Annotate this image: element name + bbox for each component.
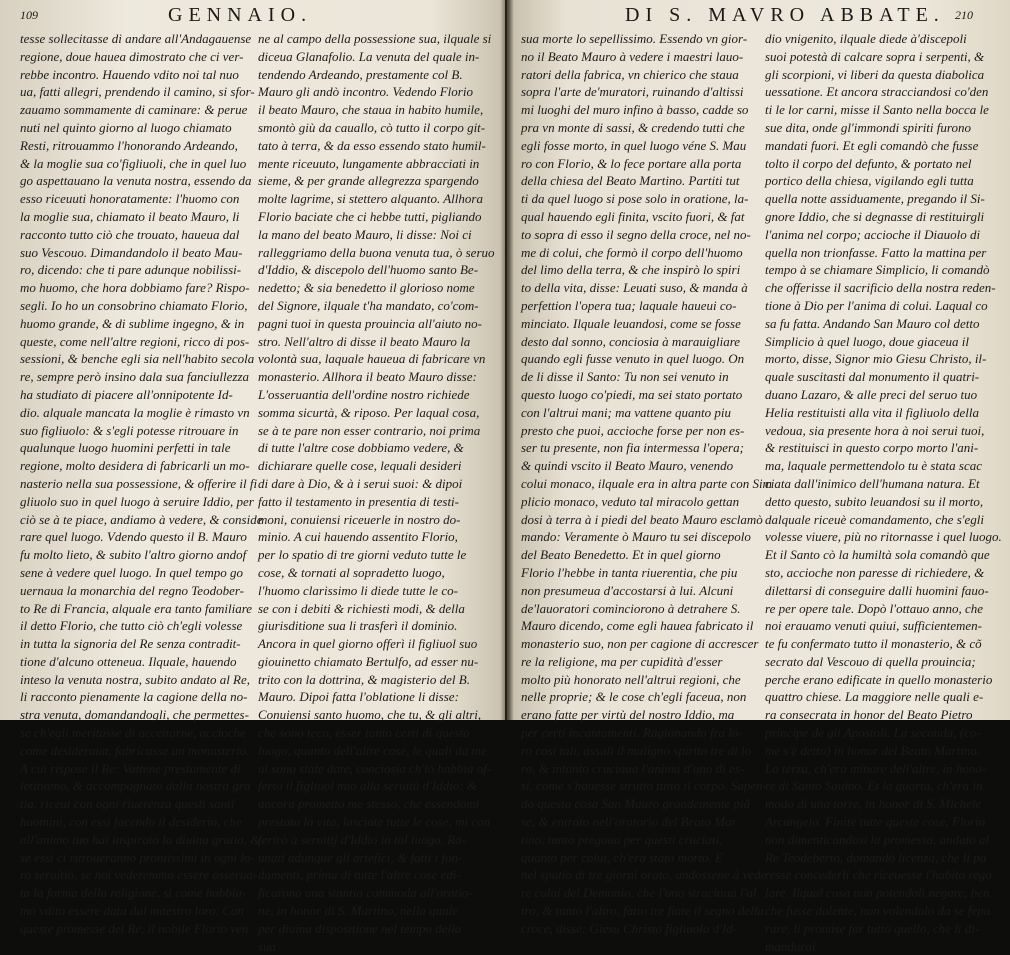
text-line: ta la forma della religione, sì come habbia- bbox=[20, 885, 247, 901]
text-line: la moglie sua, chiamato il beato Mauro, li bbox=[20, 208, 240, 224]
text-line: esso riceuuti honoratamente: l'huomo con bbox=[20, 191, 240, 207]
text-line: secrato dal Vescouo di quella prouincia; bbox=[765, 653, 976, 669]
text-line: nuti nel quinto giorno al luogo chiamato bbox=[20, 119, 232, 135]
text-line: all'animo tuo hai inspirato la diuina gratia, & bbox=[20, 831, 261, 847]
text-line: ro, dicendo: che ti pare adunque nobilissi- bbox=[20, 262, 242, 278]
text-line: ferto il figliuol mio alla seruitù d'Iddio: & bbox=[258, 778, 478, 794]
text-line: mente riceuuto, lungamente abbracciati in bbox=[258, 155, 480, 171]
text-line: dosi à terra à i piedi del beato Mauro esclamò bbox=[521, 511, 763, 527]
text-line: se, & entrato nell'oratorio del Beato Mar bbox=[521, 814, 737, 830]
text-line: re, sempre però insino dala sua fanciullezza bbox=[20, 369, 250, 385]
text-line: Florio baciate che ci hebbe tutti, pigliando bbox=[258, 208, 482, 224]
text-line: prestata la vita, lasciate tutte le cose, mi con bbox=[258, 814, 491, 830]
text-line: come desideraua, fabricasse un monasterio. bbox=[20, 742, 250, 758]
text-line: per diuina dispositione nel tempo della bbox=[258, 920, 462, 936]
text-line: volontà sua, laquale haueua di fabricare vn bbox=[258, 351, 486, 367]
right-page-number: 210 bbox=[955, 8, 973, 22]
text-line: ancora prometto me stesso, che essendomi bbox=[258, 796, 480, 812]
text-line: desto dal sonno, conciosia à marauigliare bbox=[521, 333, 741, 349]
text-line: tato à terra, & da esso essendo stato humil- bbox=[258, 137, 486, 153]
text-line: queste promesse del Re, il nobile Florio ven bbox=[20, 920, 249, 936]
right-running-header: DI S. MAVRO ABBATE. bbox=[625, 4, 945, 26]
text-line: ciata dall'inimico dell'humana natura. Et bbox=[765, 475, 980, 491]
text-line: Simplicio à quel luogo, doue giaceua il bbox=[765, 333, 969, 349]
text-line: vedoua, sia presente hora à noi serui tuoi, bbox=[765, 422, 985, 438]
text-line: Helia restituisti alla vita il figliuolo della bbox=[765, 404, 980, 420]
text-line: perfettion l'opera tua; laquale haueui co- bbox=[521, 297, 737, 313]
text-line: quattro chiese. La maggiore nelle quali e- bbox=[765, 689, 984, 705]
text-line: dalquale riceuè comandamento, che s'egli bbox=[765, 511, 985, 527]
text-line: fu molto lieto, & subito l'altro giorno andof bbox=[20, 547, 247, 563]
text-line: plicio monaco, veduto tal miracolo gettan bbox=[521, 493, 740, 509]
text-line: tesse sollecitasse di andare all'Andagauense bbox=[20, 31, 252, 46]
text-line: ciò se à te piace, andiamo à vedere, & conside bbox=[20, 511, 263, 527]
text-line: zauamo sommamente di caminare: & perue bbox=[20, 102, 248, 118]
left-page-number: 109 bbox=[20, 8, 38, 22]
text-line: egli fosse morto, in quel luogo véne S. Mau bbox=[521, 137, 747, 153]
left-column-b bbox=[258, 30, 496, 955]
text-line: La terza, ch'era minore dell'altre, in hono- bbox=[765, 760, 987, 776]
text-line: nel spatio di tre giorni orato, andossene à vede bbox=[521, 867, 767, 883]
text-line: ha studiato di piacere all'onnipotente Id- bbox=[20, 386, 233, 402]
text-line: se con i debiti & richiesti modi, & della bbox=[258, 600, 465, 616]
text-line: uernaua la monarchia del regno Teodober- bbox=[20, 582, 244, 598]
text-line: della chiesa del Beato Martino. Partiti tut bbox=[521, 173, 740, 189]
text-line: resse concederli che riceuesse l'habito rego bbox=[765, 867, 992, 883]
text-line: unati adunque gli artefici, & fatti i fon- bbox=[258, 849, 463, 865]
text-line: la mano del beato Mauro, li disse: Noi ci bbox=[258, 226, 472, 242]
text-line: giurisditione sua li trasferì il dominio. bbox=[258, 618, 458, 634]
text-line: re colui del Demonio, che l'uno straciaua l'al bbox=[521, 885, 757, 901]
text-line: regione, doue hauea dimostrato che ci ver- bbox=[20, 48, 244, 64]
text-line: nasterio nella sua possessione, & offerire il fi bbox=[20, 475, 258, 491]
text-line: l'huomo clarissimo li diede tutte le co- bbox=[258, 582, 458, 598]
text-line: rare quel luogo. Vdendo questo il B. Mauro bbox=[20, 529, 247, 545]
text-line: non presumeua d'accostarsi à lui. Alcuni bbox=[521, 582, 734, 598]
text-line: che fusse dolente, non volendolo da se fepa bbox=[765, 903, 991, 919]
text-line: se à te pare non esser contrario, noi prima bbox=[258, 422, 481, 438]
text-line: damenti, prima di tutte l'altre cose edi- bbox=[258, 867, 461, 883]
text-line: giouinetto chiamato Bertulfo, ad esser nu- bbox=[258, 653, 479, 669]
text-line: rare, li promise far tutto quello, che li di- bbox=[765, 920, 980, 936]
text-line: sa fu fatta. Andando San Mauro col detto bbox=[765, 315, 980, 331]
text-line: mo vdito essere data dal maestro loro. Con bbox=[20, 903, 244, 919]
text-line: mi luoghi del muro infino à basso, cadde so bbox=[521, 102, 749, 118]
text-line: ti le lor carni, misse il Santo nella bocca le bbox=[765, 102, 989, 118]
text-line: dilettarsi di conseguire dalli huomini fauo- bbox=[765, 582, 989, 598]
text-line: per lo spatio di tre giorni veduto tutte le bbox=[258, 547, 467, 563]
text-line: segli. Io ho un consobrino chiamato Florio, bbox=[20, 297, 248, 313]
left-column-a bbox=[20, 30, 263, 938]
text-line: Et il Santo cò la humiltà sola comandò que bbox=[765, 547, 990, 563]
text-line: letitiamo, & accompagnato dalla nostra gra bbox=[20, 778, 251, 794]
text-line: quale suscitasti dal monumento il quatri- bbox=[765, 369, 980, 385]
text-line: suo figliuolo: & s'egli potesse ritrouare in bbox=[20, 422, 239, 438]
left-running-header: GENNAIO. bbox=[168, 4, 313, 26]
text-line: diceua Glanafolio. La venuta del quale in- bbox=[258, 48, 480, 64]
text-line: stro. Nell'altro di disse il beato Mauro la bbox=[258, 333, 471, 349]
text-line: tino, tanto pregaua per questi cruciati, bbox=[521, 831, 723, 847]
text-line: nedetto; & sia benedetto il glorioso nome bbox=[258, 280, 475, 296]
text-line: mandati fuori. Et egli comandò che fusse bbox=[765, 137, 979, 153]
text-line: trito con la dottrina, & magisterio del B. bbox=[258, 671, 470, 687]
text-line: colui monaco, ilquale era in altra parte con Sim bbox=[521, 475, 772, 491]
text-line: uessatione. Et ancora stracciandosi co'den bbox=[765, 84, 989, 100]
right-column-b bbox=[765, 30, 1005, 955]
text-line: detto questo, subito leuandosi su il morto, bbox=[765, 493, 984, 509]
text-line: mo huomo, che hora dobbiamo fare? Rispo- bbox=[20, 280, 250, 296]
text-line: sua bbox=[258, 938, 277, 954]
text-line: re la religione, ma per cupidità d'esser bbox=[521, 653, 723, 669]
text-line: gnore Iddio, che si degnasse di restituirgli bbox=[765, 208, 985, 224]
text-line: cose, & tornati al sopradetto luogo, bbox=[258, 564, 445, 580]
text-line: suo Vescouo. Dimandandolo il beato Mau- bbox=[20, 244, 243, 260]
text-line: no il Beato Mauro à vedere i maestri lauo- bbox=[521, 48, 744, 64]
text-line: duano Lazaro, & alle preci del seruo tuo bbox=[765, 386, 978, 402]
text-line: ro seruitio, se noi vederemmo essere osserua- bbox=[20, 867, 258, 883]
text-line: minciato. Ilquale leuandosi, come se fosse bbox=[521, 315, 741, 331]
text-line: presto che puoi, accioche forse per non es- bbox=[521, 422, 745, 438]
book-gutter bbox=[500, 0, 514, 720]
text-line: se ch'egli meritasse di accettarne, accioche bbox=[20, 725, 246, 741]
text-line: erano fatte per virtù del nostro Iddio, ma bbox=[521, 707, 735, 723]
text-line: questo luogo co'piedi, ma sei stato portato bbox=[521, 386, 743, 402]
text-line: il beato Mauro, che staua in habito humile, bbox=[258, 102, 484, 118]
text-line: regione, molto desidera di fabricarli un mo- bbox=[20, 458, 250, 474]
text-line: qual hauendo egli finita, vscito fuori, & fat bbox=[521, 208, 745, 224]
text-line: Ancora in quel giorno offerì il figliuol suo bbox=[258, 636, 478, 652]
text-line: nelle proprie; & le cose ch'egli faceua, non bbox=[521, 689, 747, 705]
text-line: to Re di Francia, alquale era tanto familiare bbox=[20, 600, 253, 616]
text-line: molte lagrime, si stettero alquanto. Allhora bbox=[258, 191, 483, 207]
text-line: ro, & intanto cruciaua l'anima d'uno di es- bbox=[521, 760, 745, 776]
text-line: ro con Florio, & lo fece portare alla porta bbox=[521, 155, 742, 171]
text-line: mando: Veramente ò Mauro tu sei discepolo bbox=[521, 529, 751, 545]
text-line: sieme, & per grande allegrezza spargendo bbox=[258, 173, 479, 189]
text-line: tione d'alcuno otteneua. Ilquale, hauendo bbox=[20, 653, 237, 669]
text-line: Conuiensi santo huomo, che tu, & gli altri, bbox=[258, 707, 482, 723]
text-line: Florio l'hebbe in tanta riuerentia, che piu bbox=[521, 564, 738, 580]
text-line: principe de gli Apostoli. La seconda, (co- bbox=[765, 725, 981, 741]
text-line: del Signore, ilquale t'ha mandato, co'com- bbox=[258, 297, 479, 313]
text-line: Arcangelo. Finite tutte queste cose, Florio bbox=[765, 814, 986, 830]
text-line: con l'altrui mani; ma vattene quanto piu bbox=[521, 404, 732, 420]
text-line: sene à vedere quel luogo. In quel tempo go bbox=[20, 564, 243, 580]
text-line: dio. alquale mancata la moglie è rimasto vn bbox=[20, 404, 250, 420]
text-line: tendendo Ardeando, prestamente col B. bbox=[258, 66, 463, 82]
text-line: ma, laquale permettendolo tu è stata scac bbox=[765, 458, 982, 474]
text-line: portico della chiesa, vigilando egli tutta bbox=[765, 173, 974, 189]
text-line: del Beato Benedetto. Et in quel giorno bbox=[521, 547, 721, 563]
text-line: te fu confermato tutto il monasterio, & cõ bbox=[765, 636, 982, 652]
text-line: morto, disse, Signor mio Giesu Christo, il- bbox=[765, 351, 987, 367]
text-line: Mauro dicendo, come egli hauea fabricato il bbox=[521, 618, 754, 634]
text-line: luogo, quanto dell'altre cose, le quali da me bbox=[258, 742, 487, 758]
text-line: dichiarare quelle cose, lequali desideri bbox=[258, 458, 462, 474]
text-line: tione à Dio per l'anima di colui. Laqual co bbox=[765, 297, 988, 313]
text-line: noi erauamo venuti quiui, sufficientemen- bbox=[765, 618, 982, 634]
text-line: Re Teodeberto, domandò licenza, che li pa bbox=[765, 849, 987, 865]
text-line: monasterio suo, non per cagione di accrescer bbox=[521, 636, 759, 652]
text-line: gliuolo suo in quel luogo à seruire Iddio, per bbox=[20, 493, 254, 509]
text-line: croce, disse: Giesu Christo figliuolo d'Id- bbox=[521, 920, 738, 936]
text-line: queste, come nell'altre regioni, ricco di pos- bbox=[20, 333, 250, 349]
text-line: suoi potestà di calcare sopra i serpenti, & bbox=[765, 48, 985, 64]
text-line: & la moglie sua co'figliuoli, che in quel luo bbox=[20, 155, 247, 171]
text-line: me di colui, che formò il corpo dell'huomo bbox=[521, 244, 743, 260]
text-line: moni, conuiensi riceuerle in nostro do- bbox=[258, 511, 461, 527]
text-line: per certi incantamenti. Ragionando fra lo- bbox=[521, 725, 743, 741]
right-column-a bbox=[521, 30, 772, 938]
left-page bbox=[0, 0, 505, 954]
text-line: me s'è detto) in honor del Beato Martino. bbox=[765, 742, 981, 758]
text-line: inteso la venuta nostra, subito andato al Re, bbox=[20, 671, 251, 687]
text-line: L'osseruantia dell'ordine nostro richiede bbox=[258, 386, 470, 402]
text-line: rebbe incontro. Hauendo vdito noi tal nuo bbox=[20, 66, 239, 82]
text-line: sua morte lo sepellissimo. Essendo vn gior- bbox=[521, 31, 748, 46]
right-page bbox=[507, 0, 1010, 954]
text-line: che sono teco, esser tanto certi di questo bbox=[258, 725, 470, 741]
text-line: gli scorpioni, vi liberi da questa diabolica bbox=[765, 66, 985, 82]
text-line: ralleggriamo della buona venuta tua, ò seruo bbox=[258, 244, 495, 260]
text-line: Mauro gli andò incontro. Vedendo Florio bbox=[258, 84, 473, 100]
text-line: ficarono una stantia commoda all'oratio- bbox=[258, 885, 473, 901]
text-line: fatto il testamento in presentia di testi- bbox=[258, 493, 459, 509]
text-line: pagni tuoi in questa prouincia all'aiuto no- bbox=[258, 315, 483, 331]
text-line: somma sicurtà, & riposo. Per laqual cosa, bbox=[258, 404, 480, 420]
text-line: ne al campo della possessione sua, ilquale si bbox=[258, 31, 492, 46]
text-line: ui sono state date, conciosia ch'io habbia of- bbox=[258, 760, 492, 776]
text-line: si, come s'hauesse strutto tutto il corpo. Sapen- bbox=[521, 778, 767, 794]
text-line: re di Santo Sauino. Et la quarta, ch'era in bbox=[765, 778, 983, 794]
text-line: quella notte assiduamente, pregando il Si- bbox=[765, 191, 985, 207]
text-line: to sopra di esso il segno della croce, nel no- bbox=[521, 226, 751, 242]
text-line: smontò giù da cauallo, cò tutto il corpo git- bbox=[258, 119, 486, 135]
text-line: & restituisci in questo corpo morto l'ani- bbox=[765, 440, 979, 456]
text-line: del limo della terra, & che inspirò lo spiri bbox=[521, 262, 741, 278]
text-line: ra consecrata in honor del Beato Pietro bbox=[765, 707, 973, 723]
text-line: ti da quel luogo si pose solo in oratione, la- bbox=[521, 191, 749, 207]
text-line: ratori della fabrica, vn chierico che staua bbox=[521, 66, 739, 82]
text-line: de'lauoratori cominciorono à detrahere S. bbox=[521, 600, 741, 616]
text-line: dio vnigenito, ilquale diede à'discepoli bbox=[765, 31, 967, 46]
text-line: ua, fatti allegri, prendendo il camino, si sfor- bbox=[20, 84, 255, 100]
text-line: sopra l'arte de'muratori, ruinando d'altissi bbox=[521, 84, 744, 100]
text-line: non dimenticandosi la promessa, andato al bbox=[765, 831, 990, 847]
text-line: to della vita, disse: Leuati suso, & manda à bbox=[521, 280, 748, 296]
text-line: ser tu presente, non fia intermessa l'opera; bbox=[521, 440, 744, 456]
text-line: pra vn monte di sassi, & credendo tutti che bbox=[521, 119, 745, 135]
text-line: minio. A cui hauendo assentito Florio, bbox=[258, 529, 458, 545]
text-line: lare. Ilqual cosa non potendoli negare, ben bbox=[765, 885, 990, 901]
text-line: li racconto pienamente la cagione della no- bbox=[20, 689, 248, 705]
text-line: modo di una torre, in honor di S. Michele bbox=[765, 796, 982, 812]
text-line: & quindi vscito il Beato Mauro, venendo bbox=[521, 458, 734, 474]
text-line: ne, in honor di S. Martino, nella quale bbox=[258, 903, 459, 919]
text-line: perche erano edificate in quello monasterio bbox=[765, 671, 993, 687]
text-line: tro, & tanto l'altro, fatto tre fiate il segno della bbox=[521, 903, 764, 919]
text-line: monasterio. Allhora il beato Mauro disse: bbox=[258, 369, 477, 385]
text-line: quanto per colui, ch'era stato morto. E bbox=[521, 849, 724, 865]
text-line: sessioni, & benche egli sia nell'habito secola bbox=[20, 351, 255, 367]
text-line: re per opere tale. Dopò l'ottauo anno, che bbox=[765, 600, 984, 616]
text-line: stra venuta, domandandogli, che permettes- bbox=[20, 707, 249, 723]
text-line: de li disse il Santo: Tu non sei venuto in bbox=[521, 369, 729, 385]
text-line: di dare à Dio, & à i serui suoi: & dipoi bbox=[258, 475, 463, 491]
text-line: l'anima nel corpo; accioche il Diauolo di bbox=[765, 226, 981, 242]
text-line: do questa cosa San Mauro grandemente piã bbox=[521, 796, 751, 812]
text-line: il detto Florio, che tutto ciò ch'egli volesse bbox=[20, 618, 243, 634]
text-line: Mauro. Dipoi fatta l'oblatione li disse: bbox=[258, 689, 459, 705]
text-line: Resti, ritrouammo l'honorando Ardeando, bbox=[20, 137, 238, 153]
text-line: huomo grande, & di sublime ingegno, & in bbox=[20, 315, 245, 331]
text-line: mandarai bbox=[765, 938, 816, 954]
text-line: se essi ci ritroueranno prontissimi in ogni lo- bbox=[20, 849, 255, 865]
text-line: tolto il corpo del defunto, & portato nel bbox=[765, 155, 972, 171]
text-line: che offerisse il sacrificio della nostra reden- bbox=[765, 280, 996, 296]
text-line: di tutte l'altre cose dobbiamo vedere, & bbox=[258, 440, 464, 456]
text-line: A cui rispose il Re: Vattene prestamente di bbox=[20, 760, 241, 776]
text-line: go aspettauano la venuta nostra, essendo da bbox=[20, 173, 252, 189]
text-line: quella non trionfasse. Fatto la mattina per bbox=[765, 244, 987, 260]
text-line: tempo à se chiamare Simplicio, li comandò bbox=[765, 262, 990, 278]
text-line: sto, accioche non paresse di richiedere, & bbox=[765, 564, 985, 580]
text-line: in tutta la signoria del Re senza contradit- bbox=[20, 636, 241, 652]
text-line: volesse viuere, più no ritornasse i quel luogo. bbox=[765, 529, 1002, 545]
text-line: quando egli fusse venuto in quel luogo. On bbox=[521, 351, 745, 367]
text-line: ro cosi tali, assalì il maligno spirito tre di lo bbox=[521, 742, 752, 758]
text-line: qualunque luogo huomini perfetti in tale bbox=[20, 440, 231, 456]
text-line: huomini, con essi facendo il desiderio, che bbox=[20, 814, 242, 830]
text-line: tia, riceui con ogni riuerenza questi santi bbox=[20, 796, 235, 812]
text-line: ferirò à seruitij d'Iddio in tal luogo. Ra- bbox=[258, 831, 466, 847]
text-line: sue dita, onde gl'immondi spiriti furono bbox=[765, 119, 971, 135]
text-line: racconto tutto ciò che trouato, haueua dal bbox=[20, 226, 240, 242]
text-line: d'Iddio, & discepolo dell'huomo santo Be- bbox=[258, 262, 479, 278]
text-line: molto più honorato nell'altrui regioni, che bbox=[521, 671, 741, 687]
